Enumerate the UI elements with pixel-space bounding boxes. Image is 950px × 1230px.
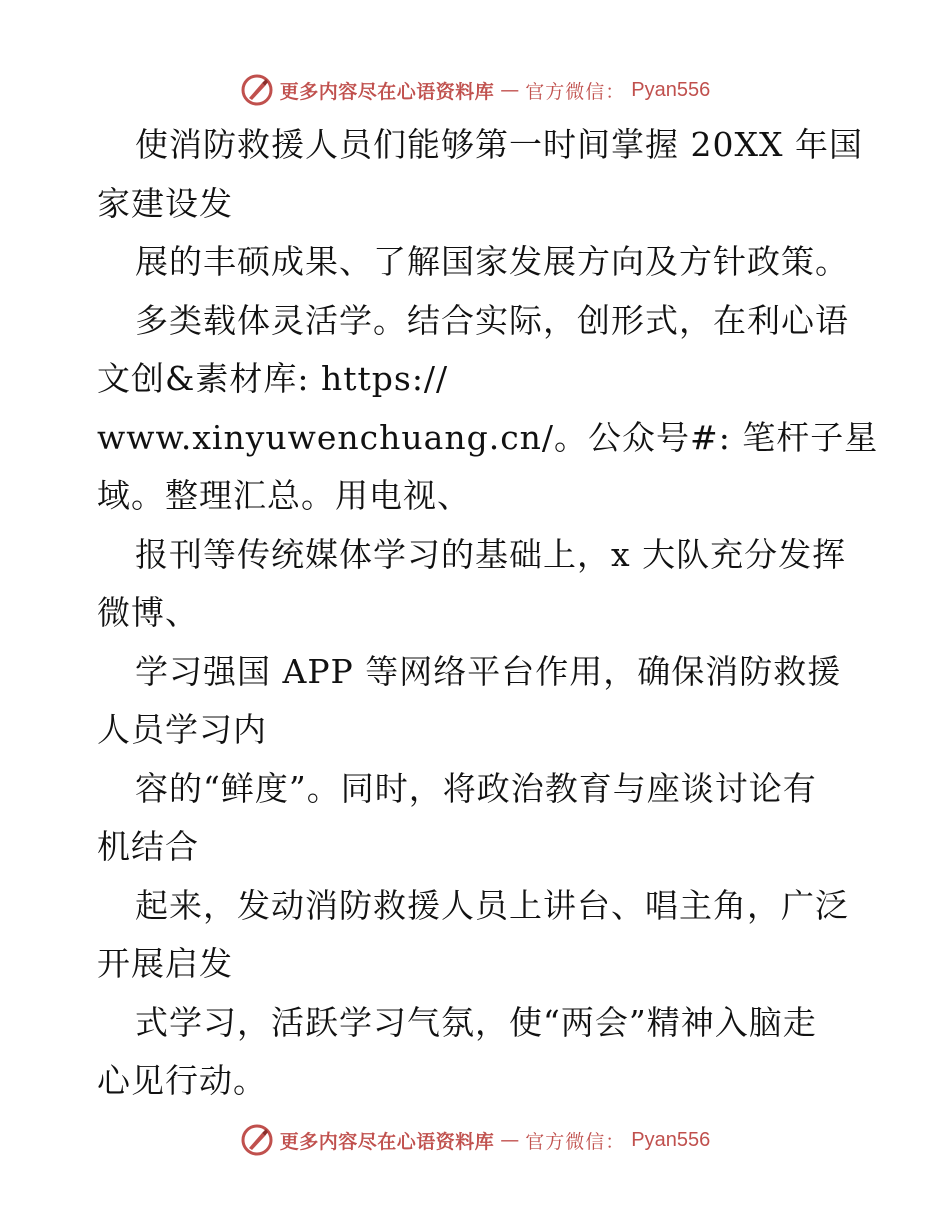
- text-line: 域。整理汇总。用电视、: [97, 476, 471, 515]
- text-line: 开展启发: [97, 944, 233, 983]
- text-line: 报刊等传统媒体学习的基础上，x 大队充分发挥: [135, 534, 847, 574]
- text-line: 微博、: [97, 593, 199, 632]
- text-line: 多类载体灵活学。结合实际，创形式，在利心语: [135, 300, 849, 340]
- text-line: 容的“鲜度”。同时，将政治教育与座谈讨论有: [135, 768, 817, 808]
- header-watermark-official: 官方微信：: [525, 80, 626, 103]
- pen-logo-icon: [240, 1123, 274, 1157]
- footer-watermark: [0, 1120, 950, 1160]
- footer-watermark-official: 官方微信：: [525, 1130, 626, 1153]
- footer-watermark-separator: —: [500, 1129, 520, 1151]
- text-line: 心见行动。: [97, 1061, 267, 1100]
- footer-watermark-wechat-id: Pyan556: [631, 1128, 711, 1151]
- header-watermark-text: 更多内容尽在心语资料库: [279, 80, 495, 103]
- pen-logo-icon: [240, 73, 274, 107]
- text-line: 机结合: [97, 827, 199, 866]
- text-line: 学习强国 APP 等网络平台作用，确保消防救援: [135, 651, 842, 691]
- text-line: 展的丰硕成果、了解国家发展方向及方针政策。: [135, 242, 849, 281]
- text-line: 起来，发动消防救援人员上讲台、唱主角，广泛: [135, 885, 849, 925]
- footer-watermark-text: 更多内容尽在心语资料库: [279, 1130, 495, 1153]
- text-line: 家建设发: [97, 183, 233, 223]
- header-watermark-separator: —: [500, 79, 520, 101]
- text-line: 使消防救援人员们能够第一时间掌握 20XX 年国: [135, 125, 863, 164]
- text-line: 人员学习内: [97, 710, 267, 749]
- header-watermark-wechat-id: Pyan556: [631, 78, 711, 101]
- text-line: www.xinyuwenchuang.cn/。公众号#: 笔杆子星: [97, 417, 879, 457]
- text-line: 式学习，活跃学习气氛，使“两会”精神入脑走: [135, 1002, 817, 1042]
- text-line: 文创&素材库: https://: [97, 359, 449, 398]
- document-body: [97, 116, 879, 1111]
- header-watermark: [0, 70, 950, 110]
